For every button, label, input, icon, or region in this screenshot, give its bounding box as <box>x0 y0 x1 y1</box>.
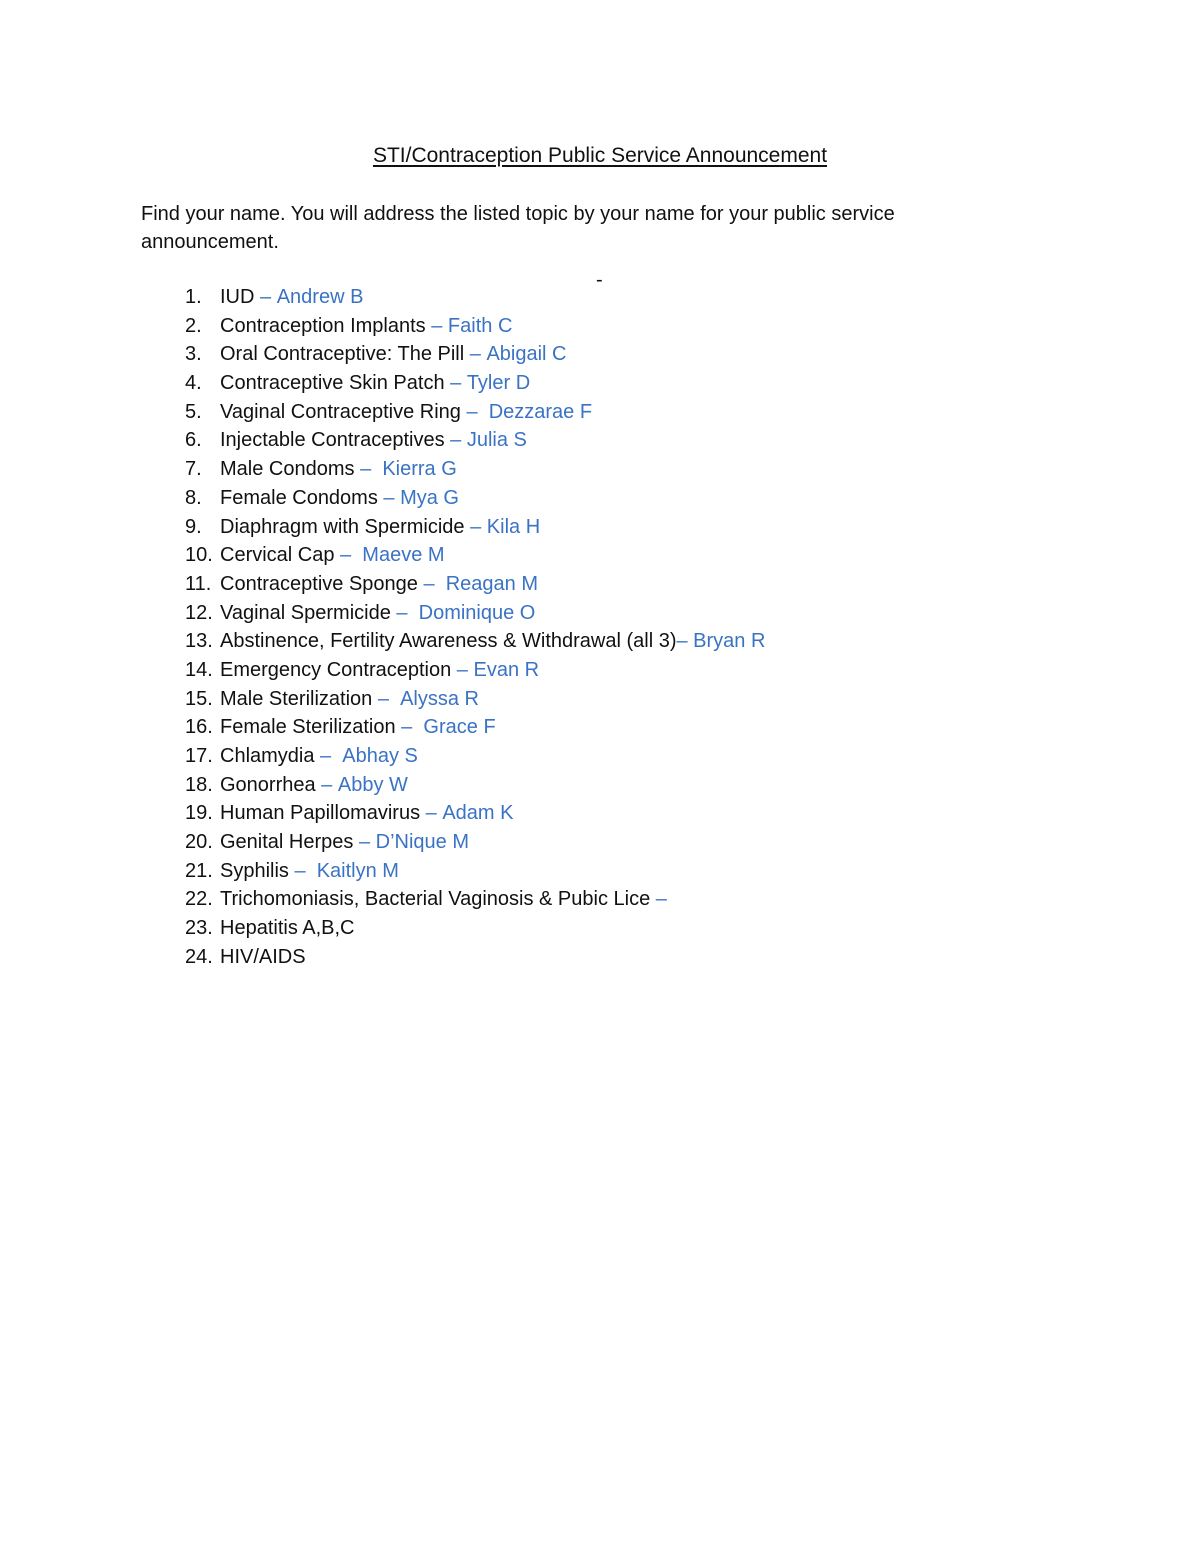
student-name: Julia S <box>466 429 527 452</box>
list-item <box>185 914 1135 943</box>
list-item <box>185 771 1135 800</box>
student-name: D’Nique M <box>375 831 470 854</box>
dash-separator: – <box>425 314 448 337</box>
list-item <box>185 369 1135 398</box>
document-title: STI/Contraception Public Service Announcement <box>372 144 828 167</box>
item-number: 19. <box>185 802 213 825</box>
dash-separator: – <box>417 572 446 595</box>
student-name: Abby W <box>337 773 408 796</box>
item-number: 17. <box>185 745 213 767</box>
topic-label: Male Condoms <box>220 458 355 481</box>
dash-separator: – <box>372 687 401 710</box>
dash-separator: – <box>353 831 376 854</box>
dash-separator: – <box>354 458 383 481</box>
item-number: 2. <box>185 314 202 337</box>
list-item <box>185 513 1135 542</box>
list-item <box>185 828 1135 857</box>
topic-label: Vaginal Spermicide <box>220 601 391 624</box>
item-number: 15. <box>185 687 213 710</box>
dash-separator: – <box>460 400 489 423</box>
dash-separator: – <box>444 429 467 452</box>
list-item <box>185 742 1135 771</box>
dash-separator: – <box>315 773 338 796</box>
student-name: Kila H <box>486 515 541 538</box>
dash-separator: – <box>676 630 694 653</box>
instructions-text: Find your name. You will address the listed topic by your name for your public service announcement. <box>141 203 895 253</box>
item-number: 23. <box>185 917 213 940</box>
list-item <box>185 599 1135 628</box>
dash-separator: – <box>254 286 277 308</box>
list-item <box>185 283 1135 312</box>
topic-label: Female Sterilization <box>220 716 396 739</box>
list-item <box>185 570 1135 599</box>
item-number: 20. <box>185 831 213 854</box>
item-number: 6. <box>185 429 202 452</box>
stray-dash-mark: - <box>596 269 603 291</box>
item-number: 14. <box>185 658 213 681</box>
student-name: Faith C <box>447 314 513 337</box>
student-name: Grace F <box>423 716 496 739</box>
student-name: Maeve M <box>362 544 445 567</box>
student-name: Alyssa R <box>400 687 479 710</box>
topic-label: Syphilis <box>220 859 289 882</box>
student-name: Dominique O <box>418 601 536 624</box>
student-name: Tyler D <box>466 372 531 395</box>
topic-label: Injectable Contraceptives <box>220 429 445 452</box>
topic-label: IUD <box>220 286 255 308</box>
topic-label: Human Papillomavirus <box>220 802 421 825</box>
list-item <box>185 713 1135 742</box>
item-number: 4. <box>185 372 202 395</box>
item-number: 18. <box>185 773 213 796</box>
item-number: 13. <box>185 630 213 653</box>
dash-separator: – <box>464 515 487 538</box>
student-name: Adam K <box>442 802 514 825</box>
item-number: 10. <box>185 544 213 567</box>
student-name: Andrew B <box>276 286 364 308</box>
dash-separator: – <box>377 486 401 509</box>
topic-label: Gonorrhea <box>220 773 316 796</box>
dash-separator: – <box>444 372 467 395</box>
list-item <box>185 685 1135 714</box>
list-item <box>185 541 1135 570</box>
topic-label: Male Sterilization <box>220 687 373 710</box>
list-item <box>185 857 1135 886</box>
item-number: 9. <box>185 515 202 538</box>
item-number: 8. <box>185 486 202 509</box>
list-item <box>185 426 1135 455</box>
student-name: Mya G <box>400 486 459 509</box>
item-number: 3. <box>185 343 202 366</box>
item-number: 1. <box>185 286 202 308</box>
topic-label: Diaphragm with Spermicide <box>220 515 465 538</box>
topic-label: Chlamydia <box>220 745 315 767</box>
list-item <box>185 312 1135 341</box>
topic-label: Abstinence, Fertility Awareness & Withdrawal (all 3) <box>220 630 677 653</box>
dash-separator: – <box>390 601 419 624</box>
dash-separator: – <box>314 745 343 767</box>
list-item <box>185 340 1135 369</box>
student-name: Kierra G <box>382 458 457 481</box>
topic-label: Vaginal Contraceptive Ring <box>220 400 461 423</box>
list-item <box>185 398 1135 427</box>
topic-label: Genital Herpes <box>220 831 354 854</box>
student-name: Reagan M <box>445 572 538 595</box>
topic-label: Emergency Contraception <box>220 658 452 681</box>
dash-separator: – <box>288 859 317 882</box>
topic-label: Hepatitis A,B,C <box>220 917 355 940</box>
list-item <box>185 627 1135 656</box>
item-number: 11. <box>185 572 212 595</box>
dash-separator: – <box>464 343 487 366</box>
topic-assignment-list <box>185 283 1135 972</box>
student-name: Abhay S <box>342 745 418 767</box>
topic-label: Trichomoniasis, Bacterial Vaginosis & Pubic Lice <box>220 888 651 911</box>
item-number: 7. <box>185 458 202 481</box>
student-name: Abigail C <box>486 343 567 366</box>
topic-label: Contraceptive Skin Patch <box>220 372 445 395</box>
list-item <box>185 943 1135 972</box>
item-number: 5. <box>185 400 202 423</box>
topic-label: Oral Contraceptive: The Pill <box>220 343 465 366</box>
item-number: 24. <box>185 945 213 968</box>
student-name: Evan R <box>473 658 540 681</box>
dash-separator: – <box>334 544 363 567</box>
item-number: 21. <box>185 859 213 882</box>
student-name: Dezzarae F <box>488 400 593 423</box>
list-item <box>185 885 1135 914</box>
student-name: Bryan R <box>693 630 766 653</box>
dash-separator: – <box>395 716 424 739</box>
item-number: 12. <box>185 601 213 624</box>
list-item <box>185 455 1135 484</box>
student-name: Kaitlyn M <box>316 859 399 882</box>
dash-separator: – <box>451 658 474 681</box>
dash-separator: – <box>420 802 443 825</box>
item-number: 16. <box>185 716 213 739</box>
item-number: 22. <box>185 888 213 911</box>
topic-label: Female Condoms <box>220 486 378 509</box>
topic-label: HIV/AIDS <box>220 945 306 968</box>
topic-label: Cervical Cap <box>220 544 335 567</box>
topic-label: Contraceptive Sponge <box>220 572 418 595</box>
dash-separator: – <box>650 888 667 911</box>
list-item <box>185 656 1135 685</box>
topic-label: Contraception Implants <box>220 314 426 337</box>
list-item <box>185 484 1135 513</box>
list-item <box>185 799 1135 828</box>
